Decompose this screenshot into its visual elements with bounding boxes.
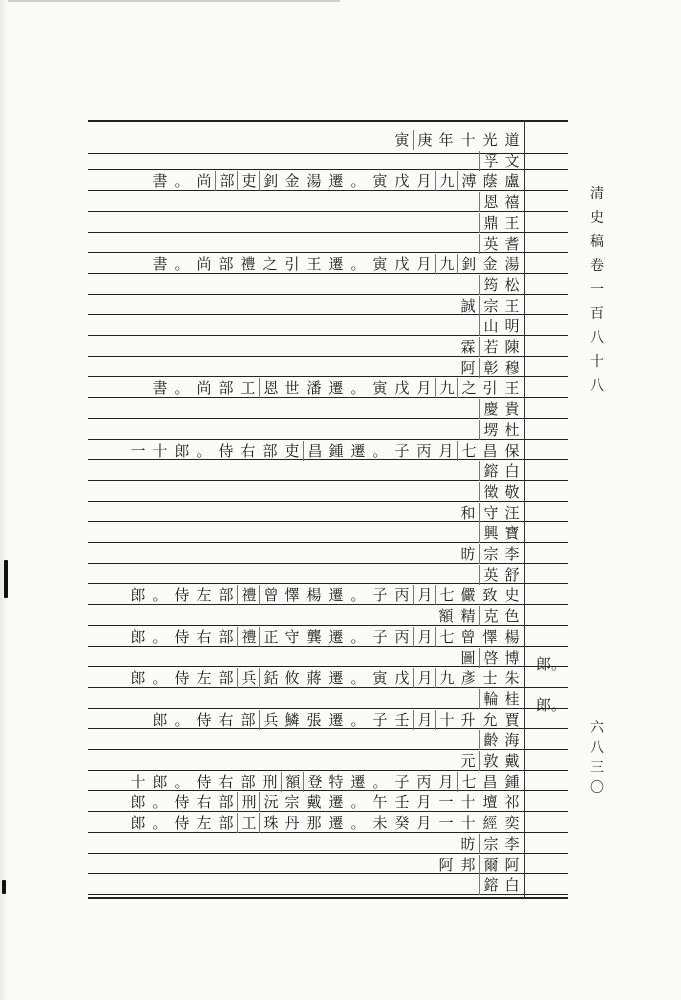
column-rule bbox=[524, 120, 525, 898]
table-row bbox=[88, 503, 523, 523]
row-text: 恩 禧 bbox=[88, 192, 523, 212]
row-text: 書 。 尚 部 禮 之 引 王 遷 。 寅 戊 月 九 釗 金 湯 bbox=[152, 255, 520, 274]
ink-blot bbox=[4, 560, 8, 598]
row-text: 鼎 王 bbox=[88, 213, 523, 233]
table-row bbox=[88, 813, 523, 833]
table-row bbox=[88, 378, 523, 398]
row-text: 誠 宗 王 bbox=[460, 296, 520, 315]
row-text: 阿 彰 穆 bbox=[460, 358, 520, 377]
row-text: 郎 。 侍 右 部 兵 鱗 張 遷 。 子 壬 月 十 升 允 賈 bbox=[152, 710, 520, 729]
row-text: 英 舒 bbox=[88, 565, 523, 585]
row-text: 書 。 尚 部 工 恩 世 潘 遷 。 寅 戊 月 九 之 引 王 bbox=[152, 379, 520, 398]
table-row bbox=[88, 855, 523, 875]
table-row bbox=[88, 648, 523, 668]
row-rule bbox=[88, 897, 568, 899]
table-row bbox=[88, 420, 523, 440]
ink-blot bbox=[2, 880, 6, 894]
top-rule bbox=[0, 0, 340, 2]
table-row bbox=[88, 834, 523, 854]
table-row bbox=[88, 585, 523, 605]
row-text: 山 明 bbox=[88, 316, 523, 336]
table-row bbox=[88, 668, 523, 688]
table-row bbox=[88, 751, 523, 771]
row-rule bbox=[88, 120, 568, 122]
table-row bbox=[88, 337, 523, 357]
table-row bbox=[88, 358, 523, 378]
row-text: 霖 若 陳 bbox=[460, 338, 520, 356]
table-row bbox=[88, 606, 523, 626]
side-note: 郎。 bbox=[536, 655, 567, 673]
table-row bbox=[88, 461, 523, 481]
row-text: 十 郎 。 侍 右 部 刑 額 登 特 遷 。 子 丙 月 七 昌 鍾 bbox=[130, 772, 520, 791]
row-text: 一 十 郎 。 侍 右 部 吏 昌 鍾 遷 。 子 丙 月 七 昌 保 bbox=[130, 441, 520, 460]
table-row bbox=[88, 772, 523, 792]
row-text: 孚 文 bbox=[88, 151, 523, 171]
row-text: 塄 杜 bbox=[88, 420, 523, 440]
table-row bbox=[88, 254, 523, 274]
row-text: 徵 敬 bbox=[88, 482, 523, 502]
page-number: 六 八 三 〇 bbox=[590, 720, 604, 796]
row-text: 元 敦 戴 bbox=[460, 752, 520, 770]
row-text: 慶 貴 bbox=[88, 399, 523, 419]
row-text: 齡 海 bbox=[88, 730, 523, 750]
table-row bbox=[88, 482, 523, 502]
row-text: 和 守 汪 bbox=[460, 503, 520, 522]
page-edge-shadow bbox=[0, 0, 8, 1000]
row-text: 圖 啓 博 bbox=[460, 648, 520, 667]
row-text: 昉 宗 李 bbox=[460, 834, 520, 853]
table-row bbox=[88, 710, 523, 730]
table-row bbox=[88, 792, 523, 812]
row-text: 郎 。 侍 左 部 禮 曾 懌 楊 遷 。 子 丙 月 七 儼 致 史 bbox=[130, 586, 520, 605]
row-text: 郎 。 侍 左 部 工 珠 丹 那 遷 。 未 癸 月 一 十 經 奕 bbox=[130, 814, 520, 833]
side-note: 郎。 bbox=[536, 696, 567, 714]
table-row bbox=[88, 316, 523, 336]
margin-title: 清 史 稿 卷 一 百 八 十 八 bbox=[590, 186, 604, 394]
table-row bbox=[88, 730, 523, 750]
table-row bbox=[88, 565, 523, 585]
table-row bbox=[88, 130, 523, 150]
table-row bbox=[88, 627, 523, 647]
row-text: 昉 宗 李 bbox=[460, 545, 520, 563]
row-text: 英 耆 bbox=[88, 234, 523, 254]
table-row bbox=[88, 399, 523, 419]
table-row bbox=[88, 234, 523, 254]
row-text: 郎 。 侍 左 部 兵 銛 攸 蔣 遷 。 寅 戊 月 九 彥 士 朱 bbox=[130, 669, 520, 688]
row-text: 郎 。 侍 右 部 刑 沅 宗 戴 遷 。 午 壬 月 一 十 壇 祁 bbox=[130, 793, 520, 812]
table-row bbox=[88, 544, 523, 564]
row-text: 書 。 尚 部 吏 釗 金 湯 遷 。 寅 戊 月 九 溥 蔭 盧 bbox=[152, 172, 520, 191]
table-row bbox=[88, 171, 523, 191]
row-text: 郎 。 侍 右 部 禮 正 守 龔 遷 。 子 丙 月 七 曾 懌 楊 bbox=[130, 627, 520, 646]
row-text: 興 寶 bbox=[88, 523, 523, 543]
table-row bbox=[88, 523, 523, 543]
row-text: 額 精 克 色 bbox=[438, 607, 520, 626]
table-row bbox=[88, 875, 523, 895]
table-row bbox=[88, 213, 523, 233]
table-row bbox=[88, 192, 523, 212]
row-text: 寅 庚 年 十 光 道 bbox=[394, 131, 520, 149]
row-text: 輪 桂 bbox=[88, 689, 523, 709]
row-text: 鎔 白 bbox=[88, 461, 523, 481]
table-row bbox=[88, 151, 523, 171]
table-row bbox=[88, 275, 523, 295]
table-row bbox=[88, 689, 523, 709]
table-row bbox=[88, 296, 523, 316]
row-text: 鎔 白 bbox=[88, 875, 523, 895]
row-text: 筠 松 bbox=[88, 275, 523, 295]
official-table bbox=[88, 120, 568, 900]
table-row bbox=[88, 441, 523, 461]
row-text: 阿 邦 爾 阿 bbox=[438, 855, 520, 874]
